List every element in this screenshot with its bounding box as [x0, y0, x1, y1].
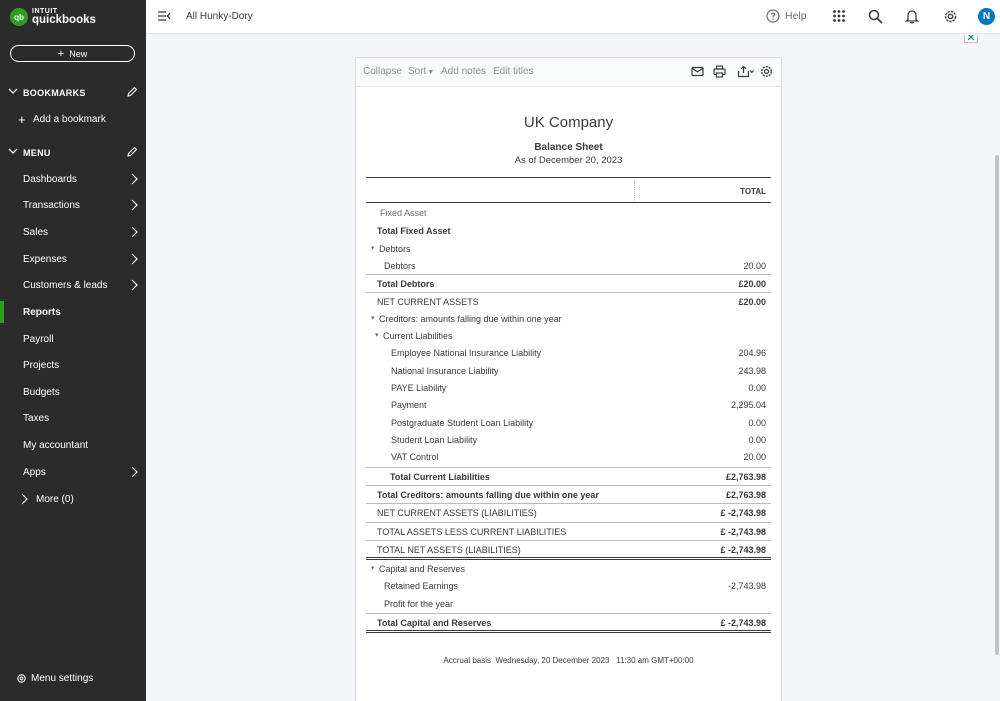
collapse-caret-icon[interactable]: ▾ — [371, 245, 375, 252]
export-icon[interactable] — [737, 65, 754, 78]
sidebar-item-payroll[interactable] — [0, 328, 146, 350]
row-label: Current Liabilities — [383, 331, 453, 341]
table-row[interactable] — [366, 274, 771, 292]
table-row[interactable] — [366, 577, 771, 595]
row-label: National Insurance Liability — [391, 366, 499, 376]
collapse-caret-icon[interactable]: ▾ — [371, 315, 375, 322]
quickbooks-logo[interactable] — [10, 8, 96, 27]
settings-icon[interactable] — [760, 65, 773, 78]
row-label: VAT Control — [391, 452, 439, 462]
table-row[interactable] — [366, 613, 771, 633]
report-title[interactable]: Balance Sheet — [534, 142, 603, 153]
row-label: PAYE Liability — [391, 383, 447, 393]
row-value[interactable]: £ -2,743.98 — [720, 545, 766, 555]
logo-intuit-text: INTUIT — [32, 8, 58, 15]
company-name: All Hunky-Dory — [186, 11, 253, 22]
row-label: Total Current Liabilities — [390, 472, 490, 482]
row-label: Profit for the year — [384, 599, 454, 609]
row-label: Debtors — [384, 261, 416, 271]
chevron-right-icon — [20, 493, 28, 505]
row-value[interactable]: 0.00 — [748, 418, 766, 428]
menu-label: MENU — [23, 148, 51, 158]
sidebar-item-reports[interactable] — [0, 301, 146, 323]
table-row[interactable] — [366, 240, 771, 258]
row-label: Debtors — [379, 244, 411, 254]
column-header-total[interactable]: TOTAL — [740, 187, 766, 196]
sidebar-item-label: Taxes — [23, 412, 50, 424]
sidebar-item-taxes[interactable] — [0, 407, 146, 429]
row-value[interactable]: 0.00 — [748, 435, 766, 445]
sidebar-item-my-accountant[interactable] — [0, 434, 146, 456]
collapse-link[interactable]: Collapse — [363, 66, 402, 77]
table-row[interactable] — [366, 292, 771, 310]
sidebar-item-label: Expenses — [23, 253, 67, 265]
row-label: Total Debtors — [377, 279, 435, 289]
chevron-right-icon — [130, 199, 138, 211]
row-value[interactable]: 20.00 — [743, 452, 766, 462]
chevron-right-icon — [130, 173, 138, 185]
print-icon[interactable] — [713, 65, 726, 78]
row-label: Employee National Insurance Liability — [391, 348, 542, 358]
scroll-thumb[interactable] — [995, 155, 999, 655]
row-value[interactable]: -2,743.98 — [727, 581, 766, 591]
sidebar-item-transactions[interactable] — [0, 194, 146, 216]
help-button[interactable] — [766, 9, 807, 23]
sidebar-item-expenses[interactable] — [0, 248, 146, 270]
sidebar-item-label: Sales — [23, 226, 49, 238]
row-value[interactable]: 204.96 — [738, 348, 766, 358]
table-row[interactable] — [366, 414, 771, 432]
gear-icon[interactable] — [943, 9, 958, 24]
user-avatar[interactable]: N — [978, 8, 995, 25]
row-value[interactable]: £2,763.98 — [725, 472, 766, 482]
logo-product-text: quickbooks — [32, 14, 96, 26]
plus-icon: + — [57, 47, 65, 60]
table-header — [366, 177, 771, 203]
row-value[interactable]: 243.98 — [738, 366, 766, 376]
menu-settings-label: Menu settings — [31, 673, 94, 684]
sidebar-item-projects[interactable] — [0, 354, 146, 376]
row-label: Creditors: amounts falling due within one year — [379, 314, 562, 324]
table-row[interactable] — [366, 204, 771, 222]
sort-dropdown[interactable] — [408, 66, 434, 77]
sidebar-item-label: Reports — [23, 306, 61, 318]
table-row[interactable] — [366, 222, 771, 240]
row-value[interactable]: £ -2,743.98 — [720, 527, 766, 537]
row-label: TOTAL NET ASSETS (LIABILITIES) — [377, 545, 521, 555]
add-bookmark-item[interactable] — [0, 108, 146, 130]
table-row[interactable] — [366, 344, 771, 362]
sidebar-item-dashboards[interactable] — [0, 168, 146, 190]
row-label: Retained Earnings — [384, 581, 459, 591]
menu-settings-button[interactable] — [16, 673, 93, 684]
sidebar — [0, 0, 146, 701]
add-notes-link[interactable]: Add notes — [441, 66, 487, 77]
table-row[interactable] — [366, 448, 771, 466]
sort-label: Sort — [408, 66, 427, 77]
pencil-icon[interactable] — [126, 146, 138, 158]
sidebar-item-customers-leads[interactable] — [0, 274, 146, 296]
chevron-right-icon — [130, 279, 138, 291]
sidebar-item-sales[interactable] — [0, 221, 146, 243]
sidebar-item-apps[interactable] — [0, 461, 146, 483]
chevron-down-icon — [8, 86, 18, 96]
table-row[interactable] — [366, 540, 771, 560]
bookmarks-label: BOOKMARKS — [23, 88, 86, 98]
edit-titles-link[interactable]: Edit titles — [493, 66, 534, 77]
chevron-right-icon — [130, 226, 138, 238]
table-row[interactable] — [366, 327, 771, 345]
main-content — [146, 35, 1000, 701]
table-row[interactable] — [366, 595, 771, 613]
sidebar-item-label: Transactions — [23, 199, 80, 211]
report-date: As of December 20, 2023 — [514, 155, 623, 166]
row-label: NET CURRENT ASSETS — [377, 297, 479, 307]
sidebar-item-label: Projects — [23, 359, 60, 371]
search-icon[interactable] — [868, 9, 883, 24]
sidebar-item-label: More (0) — [36, 493, 74, 505]
row-value[interactable]: £20.00 — [738, 279, 766, 289]
vertical-scrollbar[interactable] — [993, 35, 1000, 701]
row-value[interactable]: £2,763.98 — [725, 490, 766, 500]
sidebar-item-label: Dashboards — [23, 173, 77, 185]
top-bar — [146, 0, 1000, 34]
chevron-down-icon — [8, 146, 18, 156]
report-panel — [355, 57, 782, 701]
sidebar-item-label: My accountant — [23, 439, 89, 451]
sidebar-item-label: Budgets — [23, 386, 60, 398]
row-label: Total Capital and Reserves — [377, 618, 492, 628]
gear-icon — [16, 673, 27, 684]
plus-icon: + — [18, 111, 26, 127]
table-row[interactable] — [366, 257, 771, 275]
report-company-name[interactable]: UK Company — [523, 114, 614, 131]
table-row[interactable] — [366, 560, 771, 578]
row-value[interactable]: 0.00 — [748, 383, 766, 393]
report-toolbar — [356, 58, 781, 87]
row-value[interactable]: £20.00 — [738, 297, 766, 307]
help-icon — [766, 9, 780, 23]
row-label: Total Fixed Asset — [377, 226, 451, 236]
table-row[interactable] — [366, 485, 771, 503]
collapse-panel-icon[interactable] — [964, 35, 978, 43]
table-row[interactable] — [366, 467, 771, 485]
sidebar-item-label: Payroll — [23, 333, 54, 345]
help-label: Help — [785, 10, 807, 22]
menu-header[interactable] — [0, 144, 146, 162]
bell-icon[interactable] — [905, 9, 919, 24]
collapse-caret-icon[interactable]: ▾ — [371, 565, 375, 572]
row-value[interactable]: 2,295.04 — [730, 400, 766, 410]
column-divider[interactable] — [634, 180, 635, 202]
table-row[interactable] — [366, 503, 771, 521]
chevron-right-icon — [130, 253, 138, 265]
apps-grid-icon[interactable] — [832, 9, 846, 23]
table-row[interactable] — [366, 379, 771, 397]
pencil-icon[interactable] — [126, 86, 138, 98]
email-icon[interactable] — [691, 65, 704, 78]
sidebar-item-more[interactable] — [0, 488, 146, 510]
row-value[interactable]: £ -2,743.98 — [720, 508, 766, 518]
row-label: Total Creditors: amounts falling due within one year — [377, 490, 599, 500]
row-label: Fixed Asset — [380, 208, 427, 218]
qb-logo-icon: qb — [10, 8, 28, 26]
sidebar-item-budgets[interactable] — [0, 381, 146, 403]
row-label: Postgraduate Student Loan Liability — [391, 418, 534, 428]
collapse-menu-icon[interactable] — [157, 10, 171, 22]
sidebar-item-label: Customers & leads — [23, 279, 108, 291]
row-label: Student Loan Liability — [391, 435, 478, 445]
table-row[interactable] — [366, 431, 771, 449]
bookmarks-header[interactable] — [0, 84, 146, 102]
add-bookmark-label: Add a bookmark — [33, 113, 106, 125]
row-label: TOTAL ASSETS LESS CURRENT LIABILITIES — [377, 527, 567, 537]
table-row[interactable] — [366, 396, 771, 414]
chevron-right-icon — [130, 466, 138, 478]
sidebar-item-label: Apps — [23, 466, 46, 478]
table-row[interactable] — [366, 522, 771, 540]
table-row[interactable] — [366, 362, 771, 380]
row-label: NET CURRENT ASSETS (LIABILITIES) — [377, 508, 537, 518]
row-label: Payment — [391, 400, 427, 410]
table-row[interactable] — [366, 310, 771, 328]
caret-down-icon: ▼ — [427, 69, 435, 76]
new-button[interactable] — [10, 45, 135, 62]
new-button-label: New — [69, 48, 88, 59]
collapse-caret-icon[interactable]: ▾ — [375, 332, 379, 339]
row-value[interactable]: £ -2,743.98 — [720, 618, 766, 628]
row-label: Capital and Reserves — [379, 564, 466, 574]
report-footer: Accrual basis Wednesday, 20 December 2023 11:30 am GMT+00:00 — [443, 656, 694, 665]
row-value[interactable]: 20.00 — [743, 261, 766, 271]
